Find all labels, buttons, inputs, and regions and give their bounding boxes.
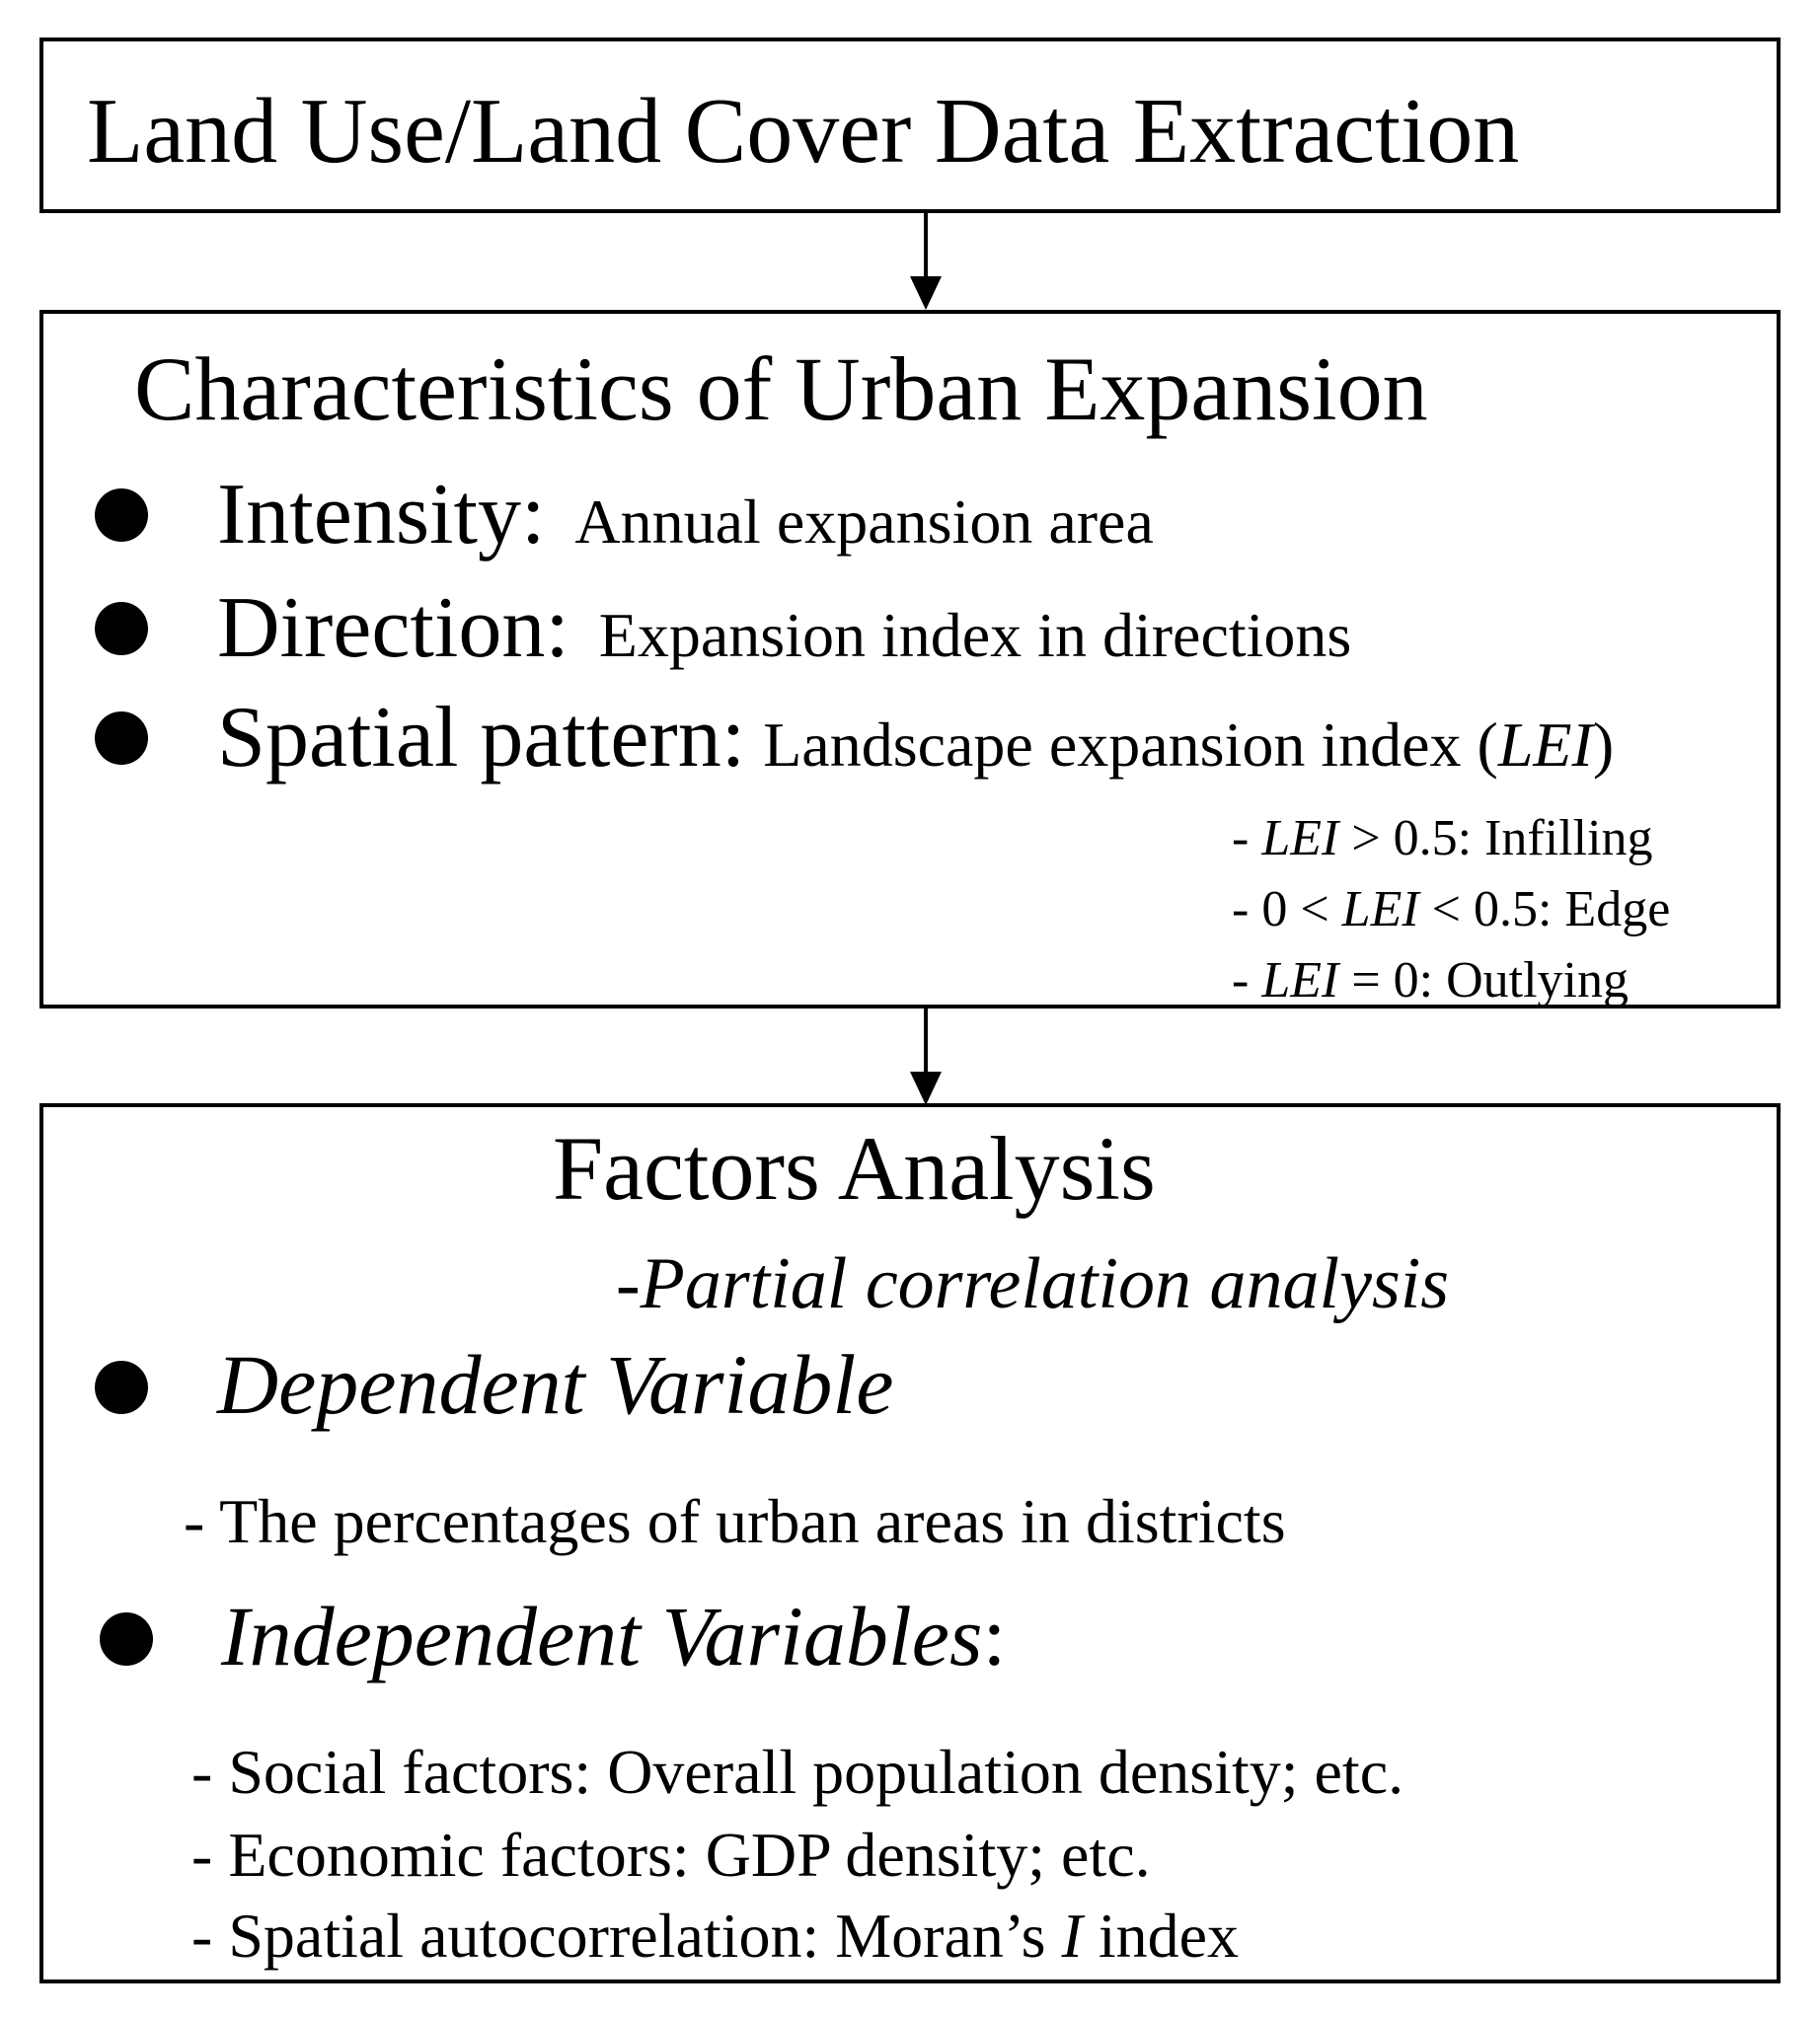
bullet-icon — [95, 711, 148, 765]
dependent-variable-label: Dependent Variable — [217, 1337, 894, 1432]
spatial-autocorrelation-item: - Spatial autocorrelation: Moran’s I index — [191, 1901, 1240, 1971]
factors-title: Factors Analysis — [553, 1118, 1156, 1219]
arrow-down-icon — [904, 211, 948, 312]
bullet-icon — [100, 1612, 153, 1666]
characteristics-box — [39, 310, 1781, 1008]
social-factors-item: - Social factors: Overall population density; etc. — [191, 1737, 1404, 1807]
dependent-variable-desc: - The percentages of urban areas in districts — [184, 1486, 1286, 1556]
spatial-pattern-label: Spatial pattern: — [217, 690, 746, 785]
bullet-icon — [95, 602, 148, 655]
spatial-pattern-item — [217, 690, 1615, 785]
extraction-box — [39, 37, 1781, 213]
direction-label: Direction: — [217, 580, 569, 676]
lei-rule-edge: - 0 < LEI < 0.5: Edge — [1232, 881, 1671, 937]
factors-box — [39, 1103, 1781, 1983]
arrow-down-icon — [904, 1007, 948, 1107]
intensity-label: Intensity: — [217, 467, 546, 562]
direction-item — [217, 580, 1352, 676]
extraction-title: Land Use/Land Cover Data Extraction — [87, 80, 1520, 183]
lei-rule-outlying: - LEI = 0: Outlying — [1232, 952, 1629, 1008]
direction-desc: Expansion index in directions — [598, 600, 1352, 670]
spatial-pattern-desc: Landscape expansion index (LEI) — [763, 710, 1615, 780]
economic-factors-item: - Economic factors: GDP density; etc. — [191, 1820, 1151, 1890]
characteristics-title: Characteristics of Urban Expansion — [134, 338, 1428, 439]
independent-variables-label: Independent Variables: — [221, 1589, 1007, 1683]
lei-rule-infilling: - LEI > 0.5: Infilling — [1232, 810, 1653, 866]
bullet-icon — [95, 488, 148, 542]
intensity-desc: Annual expansion area — [574, 486, 1154, 557]
intensity-item — [217, 467, 1154, 562]
bullet-icon — [95, 1361, 148, 1414]
method-subtitle: -Partial correlation analysis — [616, 1243, 1450, 1324]
